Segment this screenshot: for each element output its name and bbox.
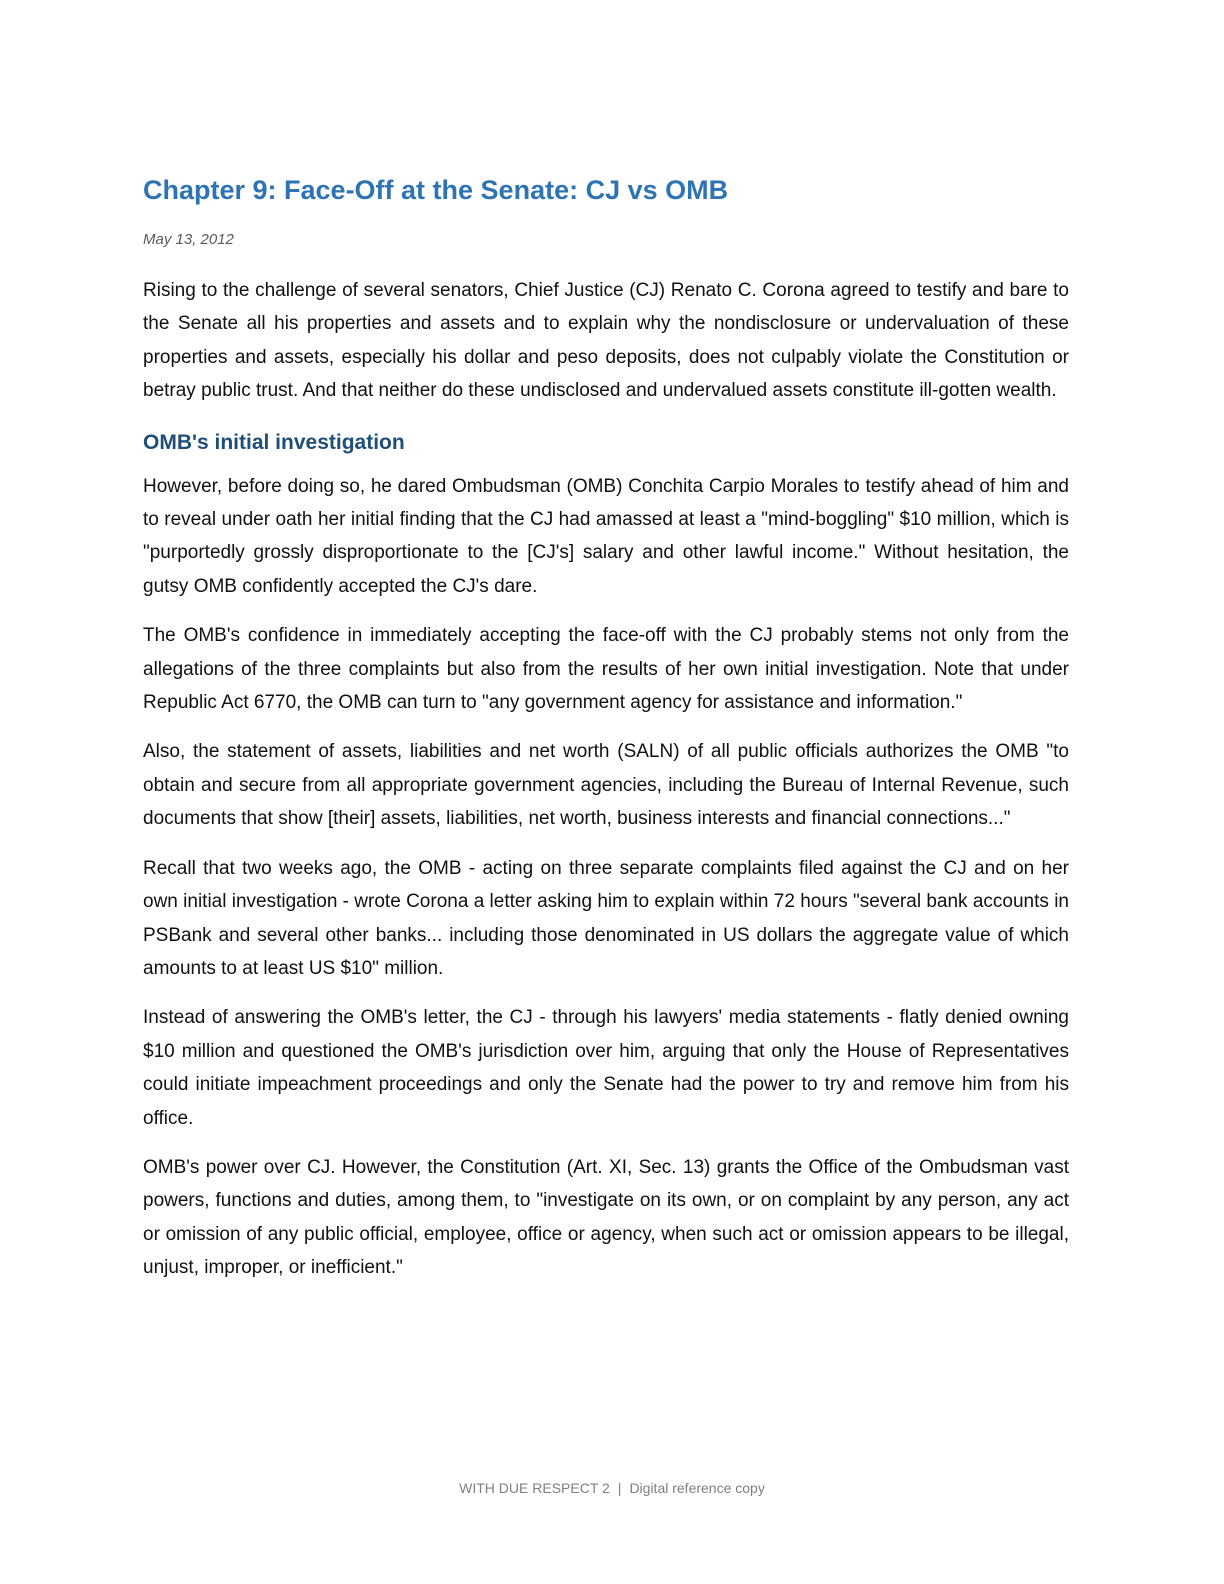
document-page xyxy=(143,172,1069,1285)
body-paragraph-5: Instead of answering the OMB's letter, the CJ - through his lawyers' media statements - flatly denied owning $10 million and questioned the OMB's jurisdiction over him, arguing that only the House of Representatives could initiate impeachment proceedings and only the Senate had the power to try and remove him from his office. xyxy=(143,1007,1069,1129)
footer-book-title: WITH DUE RESPECT 2 xyxy=(459,1480,610,1496)
footer-copy-note: Digital reference copy xyxy=(629,1480,765,1496)
body-paragraph-1: However, before doing so, he dared Ombudsman (OMB) Conchita Carpio Morales to testify ahead of him and to reveal under oath her initial finding that the CJ had amassed at least a "mind-boggling" $10 million, which is "purportedly grossly disproportionate to the [CJ's] salary and other lawful income." Without hesitation, the gutsy OMB confidently accepted the CJ's dare. xyxy=(143,475,1069,597)
publication-date: May 13, 2012 xyxy=(143,231,234,248)
body-paragraph-6: OMB's power over CJ. However, the Constitution (Art. XI, Sec. 13) grants the Office of the Ombudsman vast powers, functions and duties, among them, to "investigate on its own, or on complaint by any person, any act or omission of any public official, employee, office or agency, when such act or omission appears to be illegal, unjust, improper, or inefficient." xyxy=(143,1156,1069,1279)
intro-paragraph: Rising to the challenge of several senators, Chief Justice (CJ) Renato C. Corona agreed to testify and bare to the Senate all his properties and assets and to explain why the nondisclosure or undervaluation of these properties and assets, especially his dollar and peso deposits, does not culpably violate the Constitution or betray public trust. And that neither do these undisclosed and undervalued assets constitute ill-gotten wealth. xyxy=(143,280,1069,402)
chapter-title: Chapter 9: Face-Off at the Senate: CJ vs OMB xyxy=(143,175,729,205)
body-paragraph-2: The OMB's confidence in immediately accepting the face-off with the CJ probably stems not only from the allegations of the three complaints but also from the results of her own initial investigation. Note that under Republic Act 6770, the OMB can turn to "any government agency for assistance and information." xyxy=(143,625,1069,714)
body-paragraph-4: Recall that two weeks ago, the OMB - acting on three separate complaints filed against the CJ and on her own initial investigation - wrote Corona a letter asking him to explain within 72 hours "several bank accounts in PSBank and several other banks... including those denominated in US dollars the aggregate value of which amounts to at least US $10" million. xyxy=(143,857,1069,979)
footer-separator: | xyxy=(617,1480,622,1496)
page-footer xyxy=(0,1478,1224,1498)
body-paragraph-3: Also, the statement of assets, liabilities and net worth (SALN) of all public officials authorizes the OMB "to obtain and secure from all appropriate government agencies, including the Bureau of Internal Revenue, such documents that show [their] assets, liabilities, net worth, business interests and financial connections..." xyxy=(143,741,1069,830)
section-heading: OMB's initial investigation xyxy=(143,430,405,454)
